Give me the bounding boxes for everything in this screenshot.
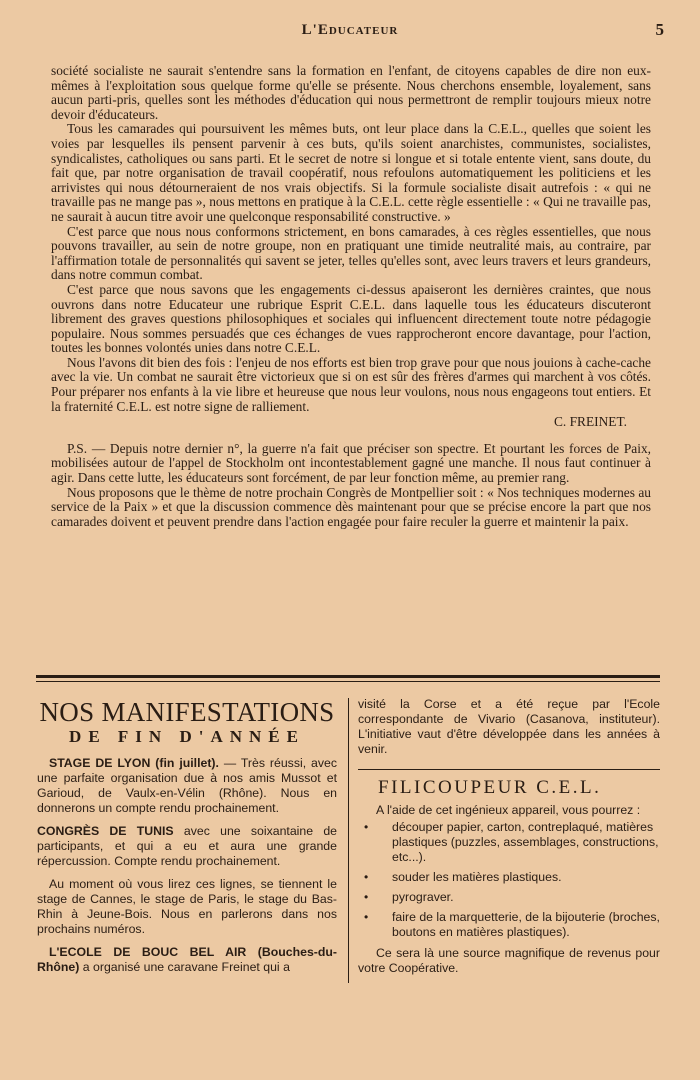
postscript-paragraph: Nous proposons que le thème de notre prochain Congrès de Montpellier soit : « Nos techniques modernes au service de la Paix » et que la discussion commence dès maintenant pour que se précise encore la part que nos camarades doivent et peuvent prendre dans l'action engagée pour faire reculer la guerre et maintenir la paix. <box>51 484 651 529</box>
list-item-text: découper papier, carton, contreplaqué, matières plastiques (puzzles, assemblages, constructions, etc...). <box>392 820 659 864</box>
news-item-lead: L'ECOLE DE BOUC BEL AIR (Bouches-du-Rhône) <box>37 945 337 974</box>
news-item-lead: STAGE DE LYON (fin juillet). <box>49 756 219 770</box>
section-divider-thin <box>36 681 660 682</box>
list-item <box>358 890 660 905</box>
manifestations-subtitle: DE FIN D'ANNÉE <box>69 727 305 746</box>
author-signature: C. FREINET. <box>553 414 627 430</box>
bullet-icon: • <box>364 870 369 884</box>
filicoupeur-title: FILICOUPEUR C.E.L. <box>378 777 602 798</box>
section-divider-thick <box>36 675 660 678</box>
news-item-lead: CONGRÈS DE TUNIS <box>37 824 174 838</box>
article-paragraph: C'est parce que nous nous conformons strictement, en bons camarades, à ces règles essentielles, que nous pouvons travailler, au sein de notre groupe, non en pratiquant une timide neutralité mais, au contraire, par l'affirmation totale de personnalités qui savent se jeter, telles qu'elles sont, avec leurs travers et leurs grandeurs, dans notre commun combat. <box>51 223 651 283</box>
article-paragraph: Tous les camarades qui poursuivent les mêmes buts, ont leur place dans la C.E.L., quelles que soient les voies par lesquelles ils pensent parvenir à ces buts, qu'ils soient anarchistes, communistes, socialistes, syndicalistes, catholiques ou sans parti. Et le secret de notre si longue et si totale entente vient, sans doute, du fait que, par notre organisation de travail coopératif, nous refoulons automatiquement les politiciens et les arrivistes qui nous détourneraient de nos vrais objectifs. Si la formule socialiste disait autrefois : « qui ne travaille pas ne mange pas », nous mettons en pratique à la C.E.L. cette règle essentielle : « Qui ne travaille pas, ne saurait à aucun titre avoir une quelconque responsabilité constructive. » <box>51 121 651 224</box>
page-number: 5 <box>655 20 664 39</box>
journal-title: L'Educateur <box>301 22 399 38</box>
article-paragraph: société socialiste ne saurait s'entendre sans la formation en l'enfant, de citoyens capables de dire non eux-mêmes à l'exploitation sous quelque forme qu'elle se présente. Nous cherchons ensemble, loyalement, sans aucun parti-pris, quelles sont les méthodes d'éducation qui nous permettront de remplir toujours mieux notre devoir d'éducateurs. <box>51 63 651 122</box>
column-divider <box>348 698 349 983</box>
list-item-text: souder les matières plastiques. <box>392 870 562 884</box>
bullet-icon: • <box>364 910 369 924</box>
bullet-icon: • <box>364 890 369 904</box>
filicoupeur-intro: A l'aide de cet ingénieux appareil, vous pourrez : <box>376 803 641 817</box>
manifestations-title: NOS MANIFESTATIONS <box>39 697 335 727</box>
news-item-text: avec une soixantaine de participants, et qui a eu et aura une grande répercussion. Compte rendu prochainement. <box>37 824 337 868</box>
editorial-article <box>51 64 651 529</box>
article-paragraph: C'est parce que nous savons que les engagements ci-dessus apaiseront les dernières craintes, que nous ouvrons dans notre Educateur une rubrique Esprit C.E.L. dans laquelle tous les éducateurs discuteront librement des graves questions philosophiques et sociales qui influencent directement toute notre pédagogie populaire. Nous sommes persuadés que ces échanges de vues rapprocheront encore davantage, pour l'action, toutes les bonnes volontés unies dans notre C.E.L. <box>51 281 651 356</box>
right-column <box>358 697 660 976</box>
list-item-text: pyrograver. <box>392 890 454 904</box>
news-item-text: — Très réussi, avec une parfaite organisation due à nos amis Mussot et Garioud, de Vaulx-en-Vélin (Rhône). Nous en donnerons un compte rendu prochainement. <box>37 756 338 815</box>
article-paragraph: Nous l'avons dit bien des fois : l'enjeu de nos efforts est bien trop grave pour que nous jouions à cache-cache avec la vie. Un combat ne saurait être victorieux que si on est sûr des frères d'armes qui marchent à vos côtés. Pour préparer nos enfants à la vie libre et heureuse que nous leur voulons, nous nous engageons tout entiers. Et la fraternité C.E.L. est notre signe de ralliement. <box>51 354 651 414</box>
list-item-text: faire de la marquetterie, de la bijouterie (broches, boutons en matières plastiques). <box>392 910 660 939</box>
list-item <box>358 910 660 940</box>
manifestations-column <box>37 697 337 975</box>
box-divider <box>358 769 660 770</box>
bullet-icon: • <box>364 820 369 834</box>
news-item-text: a organisé une caravane Freinet qui a <box>79 960 290 974</box>
postscript-paragraph: P.S. — Depuis notre dernier n°, la guerre n'a fait que préciser son spectre. Et pourtant les forces de Paix, mobilisées autour de l'appel de Stockholm ont incontestablement gagné une manche. Il nous faut continuer à agir. Dans cette lutte, les éducateurs sont forcément, de par leur fonction même, au premier rang. <box>51 440 651 486</box>
list-item <box>358 870 660 885</box>
filicoupeur-box <box>358 777 660 976</box>
news-item-lyon <box>37 756 337 816</box>
filicoupeur-feature-list <box>358 820 660 940</box>
filicoupeur-closing: Ce sera là une source magnifique de revenus pour votre Coopérative. <box>358 946 660 975</box>
news-item-stages: Au moment où vous lirez ces lignes, se tiennent le stage de Cannes, le stage de Paris, le stage du Bas-Rhin à Jeune-Bois. Nous en parlerons dans nos prochains numéros. <box>37 877 337 936</box>
news-item-bouc-continued: visité la Corse et a été reçue par l'Ecole correspondante de Vivario (Casanova, instituteur). L'initiative vaut d'être développée dans les années à venir. <box>358 697 660 756</box>
running-head <box>0 22 700 42</box>
list-item <box>358 820 660 865</box>
news-item-tunis <box>37 824 337 869</box>
news-item-bouc <box>37 945 337 975</box>
